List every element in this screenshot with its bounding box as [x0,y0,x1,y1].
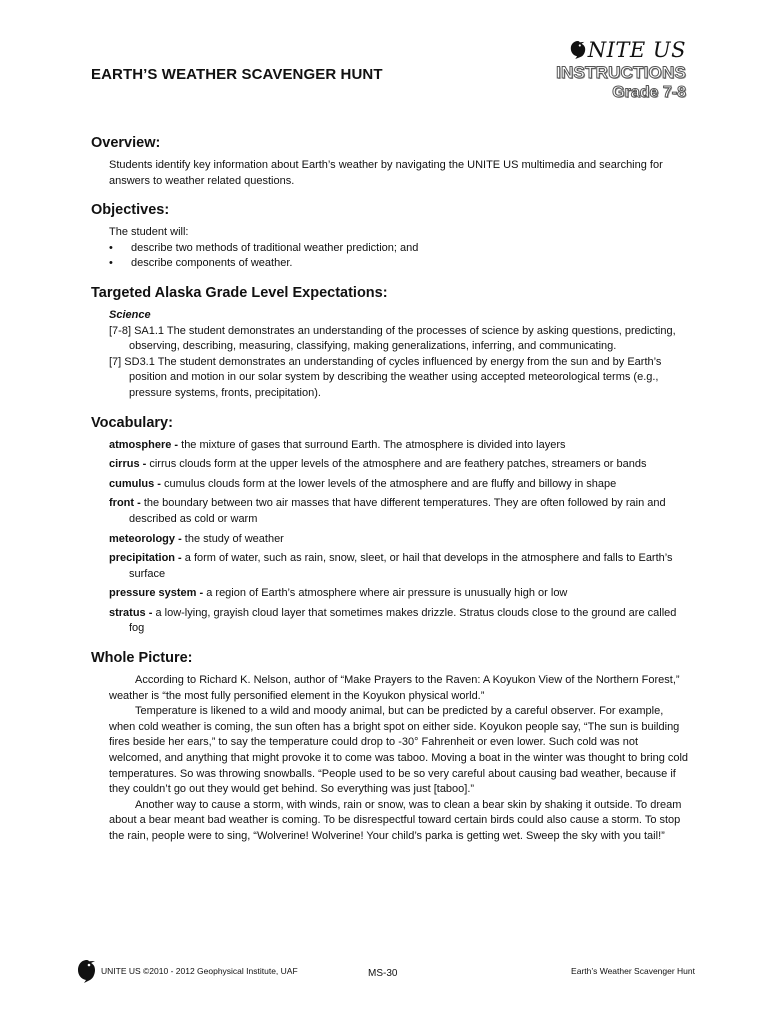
vocab-item [109,438,691,454]
gle-item: [7] SD3.1 The student demonstrates an understanding of cycles influenced by energy from the sun and by Earth’s position and motion in our solar system by describing the weather using accepted meteorological terms (e.g., pressure systems, fronts, precipitation). [109,355,662,399]
vocab-definition: a region of Earth’s atmosphere where air pressure is unusually high or low [203,587,568,600]
whole-picture-section [91,649,691,845]
vocab-definition: a form of water, such as rain, snow, sleet, or hail that develops in the atmosphere and falls to Earth’s surface [129,552,673,580]
objectives-heading: Objectives: [91,202,170,219]
whole-picture-paragraph: Temperature is likened to a wild and moody animal, but can be predicted by a careful observer. For example, when cold weather is coming, the sun often has a bright spot on either side. Koyukon people say, “The sun is building fires beside her ears,” to say the temperature could drop to -30° Fahrenheit or even lower. Such cold was not welcomed, and anything that might provoke it to come was taboo. Moving a boat in the winter was thought to bring cold temperatures. So was throwing snowballs. “People used to be so very careful about causing bad weather, because if they couldn’t go out they would get behind. So everything was just [taboo].” [109,705,689,796]
vocab-term: stratus - [109,606,153,619]
vocab-item [109,532,691,548]
vocab-definition: cumulus clouds form at the lower levels of the atmosphere and are fluffy and billowy in shape [160,477,617,490]
vocab-definition: a low-lying, grayish cloud layer that sometimes makes drizzle. Stratus clouds close to the ground are called fog [129,606,677,635]
raven-footer-icon [75,958,97,984]
logo-line [526,38,686,62]
vocab-item [109,457,691,473]
vocab-term: front - [109,497,141,510]
vocab-term: cirrus - [109,458,147,471]
unite-us-logo-block [526,38,686,103]
document-content [91,134,691,857]
footer-document-name: Earth’s Weather Scavenger Hunt [571,966,695,976]
logo-text: NITE US [587,38,686,62]
vocab-term: cumulus - [109,477,161,490]
raven-logo-icon [569,40,587,60]
vocab-definition: the boundary between two air masses that have different temperatures. They are often followed by rain and described as cold or warm [129,497,666,525]
vocab-term: pressure system - [109,587,204,600]
vocabulary-heading: Vocabulary: [91,414,173,431]
footer-copyright: UNITE US ©2010 - 2012 Geophysical Institute, UAF [101,966,298,976]
overview-text: Students identify key information about Earth’s weather by navigating the UNITE US multimedia and searching for answers to weather related questions. [109,159,663,187]
overview-heading: Overview: [91,135,161,151]
vocabulary-list [109,438,691,638]
vocab-term: atmosphere - [109,438,179,451]
overview-section [91,134,691,189]
objectives-section [91,201,691,272]
document-title: EARTH’S WEATHER SCAVENGER HUNT [91,66,383,83]
vocab-item [109,606,691,637]
whole-picture-paragraph: Another way to cause a storm, with winds, rain or snow, was to clean a bear skin by shaking it outside. To dream about a bear meant bad weather is coming. To be disrespectful toward certain birds could also cause a storm. To stop the rain, people were to sing, “Wolverine! Wolverine! Your child’s parka is getting wet. Sweep the sky with you tail!” [109,798,682,842]
vocab-definition: the mixture of gases that surround Earth. The atmosphere is divided into layers [178,438,566,451]
vocabulary-section [91,414,691,638]
page-footer [75,958,695,984]
vocab-item [109,477,691,493]
grade-label: Grade 7-8 [612,84,686,101]
vocab-item [109,586,691,602]
whole-picture-heading: Whole Picture: [91,650,193,667]
vocab-term: meteorology - [109,532,182,545]
whole-picture-paragraph: According to Richard K. Nelson, author of “Make Prayers to the Raven: A Koyukon View of the Northern Forest,” weather is “the most fully personified element in the Koyukon physical world.” [109,674,680,702]
instructions-label: INSTRUCTIONS [556,63,686,82]
objectives-list [109,241,691,272]
vocab-item [109,551,691,582]
gle-heading: Targeted Alaska Grade Level Expectations: [91,284,388,301]
objective-item: • describe components of weather. [109,256,691,272]
vocab-definition: the study of weather [181,532,284,545]
vocab-item [109,496,691,527]
gle-section [91,284,691,402]
objectives-intro: The student will: [109,226,189,239]
objective-item: • describe two methods of traditional weather prediction; and [109,241,691,257]
footer-page-number: MS-30 [368,968,398,979]
gle-subheading: Science [109,308,151,321]
gle-item: [7-8] SA1.1 The student demonstrates an understanding of the processes of science by asking questions, predicting, observing, describing, measuring, classifying, making generalizations, inferring, and communicating. [109,324,676,353]
vocab-definition: cirrus clouds form at the upper levels of the atmosphere and are feathery patches, streamers or bands [146,458,647,471]
vocab-term: precipitation - [109,552,182,565]
